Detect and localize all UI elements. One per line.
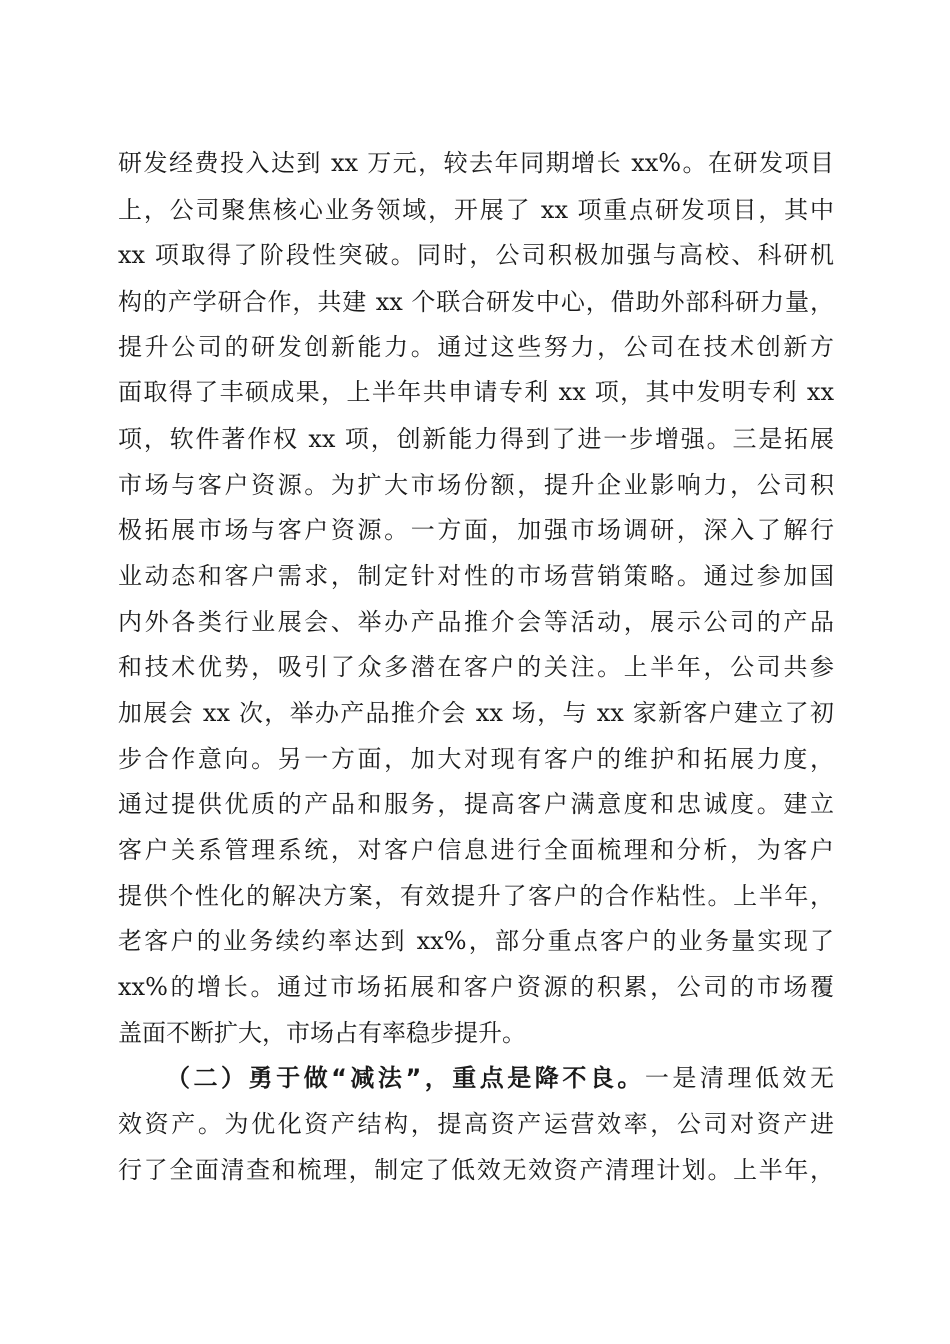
text-line: 市场与客户资源。为扩大市场份额，提升企业影响力，公司积 bbox=[118, 471, 834, 499]
text-line: 盖面不断扩大，市场占有率稳步提升。 bbox=[118, 1019, 526, 1047]
text-line: 和技术优势，吸引了众多潜在客户的关注。上半年，公司共参 bbox=[118, 653, 834, 681]
text-line: xx%的增长。通过市场拓展和客户资源的积累，公司的市场覆 bbox=[118, 973, 834, 1001]
text-line: 研发经费投入达到 xx 万元，较去年同期增长 xx%。在研发项目 bbox=[118, 149, 834, 177]
text-span: 一是清理低效无 bbox=[644, 1064, 834, 1092]
text-line: 项，软件著作权 xx 项，创新能力得到了进一步增强。三是拓展 bbox=[118, 425, 834, 453]
text-line: 极拓展市场与客户资源。一方面，加强市场调研，深入了解行 bbox=[118, 516, 834, 544]
text-line: 提升公司的研发创新能力。通过这些努力，公司在技术创新方 bbox=[118, 333, 834, 361]
text-line: 通过提供优质的产品和服务，提高客户满意度和忠诚度。建立 bbox=[118, 790, 834, 818]
text-line: 构的产学研合作，共建 xx 个联合研发中心，借助外部科研力量， bbox=[118, 288, 834, 316]
text-line: 加展会 xx 次，举办产品推介会 xx 场，与 xx 家新客户建立了初 bbox=[118, 699, 834, 727]
text-line: 提供个性化的解决方案，有效提升了客户的合作粘性。上半年， bbox=[118, 882, 834, 910]
text-line: xx 项取得了阶段性突破。同时，公司积极加强与高校、科研机 bbox=[118, 241, 834, 269]
text-line: 行了全面清查和梳理，制定了低效无效资产清理计划。上半年， bbox=[118, 1156, 834, 1184]
text-line: 业动态和客户需求，制定针对性的市场营销策略。通过参加国 bbox=[118, 562, 834, 590]
text-line: 老客户的业务续约率达到 xx%，部分重点客户的业务量实现了 bbox=[118, 927, 834, 955]
text-line: 效资产。为优化资产结构，提高资产运营效率，公司对资产进 bbox=[118, 1110, 834, 1138]
text-line: 客户关系管理系统，对客户信息进行全面梳理和分析，为客户 bbox=[118, 836, 834, 864]
text-line: 步合作意向。另一方面，加大对现有客户的维护和拓展力度， bbox=[118, 745, 834, 773]
text-line: 内外各类行业展会、举办产品推介会等活动，展示公司的产品 bbox=[118, 608, 834, 636]
text-line: 面取得了丰硕成果，上半年共申请专利 xx 项，其中发明专利 xx bbox=[118, 378, 834, 406]
text-line: 上，公司聚焦核心业务领域，开展了 xx 项重点研发项目，其中 bbox=[118, 196, 834, 224]
section-heading: （二）勇于做“减法”，重点是降不良。 bbox=[166, 1064, 645, 1092]
section-heading-line bbox=[166, 1058, 834, 1098]
